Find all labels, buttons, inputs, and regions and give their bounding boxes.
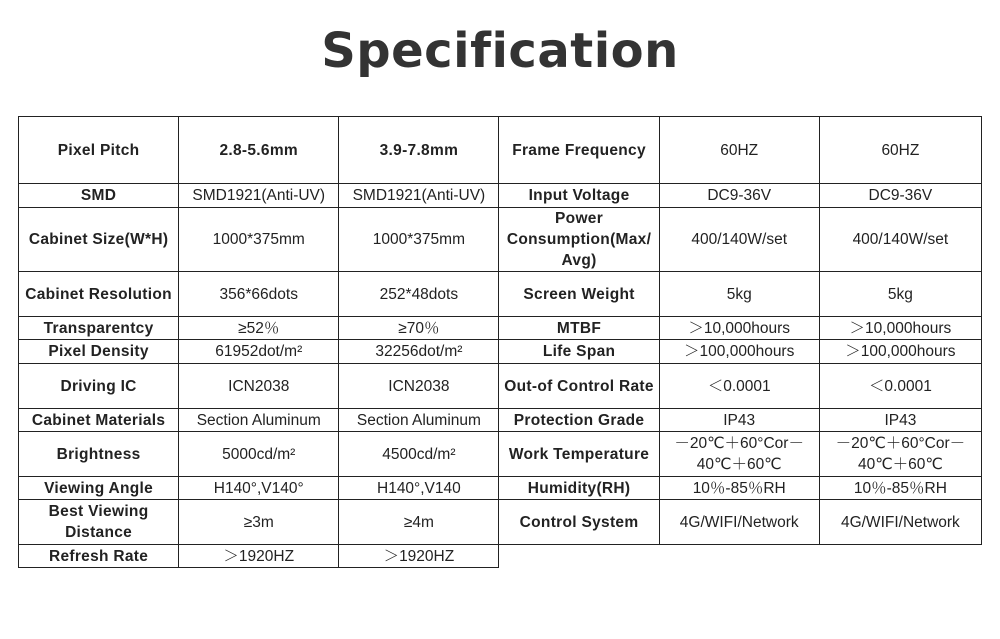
- spec-value: ≥3m: [179, 500, 339, 545]
- spec-value: H140°,V140°: [179, 477, 339, 500]
- spec-value: 400/140W/set: [659, 208, 819, 272]
- spec-row: [19, 432, 982, 477]
- spec-row: [19, 500, 982, 545]
- spec-row: [19, 409, 982, 432]
- spec-row: [19, 317, 982, 340]
- spec-row: [19, 272, 982, 317]
- spec-label: Brightness: [19, 432, 179, 477]
- spec-label: Control System: [499, 500, 659, 545]
- spec-value: ＞1920HZ: [179, 545, 339, 568]
- spec-value: 4G/WIFI/Network: [819, 500, 981, 545]
- spec-value: SMD1921(Anti-UV): [179, 184, 339, 208]
- spec-value: ICN2038: [179, 364, 339, 409]
- spec-label: SMD: [19, 184, 179, 208]
- empty-cell: [819, 545, 981, 568]
- spec-label: Humidity(RH): [499, 477, 659, 500]
- spec-label: Driving IC: [19, 364, 179, 409]
- spec-label: Transparentcy: [19, 317, 179, 340]
- spec-value: 4500cd/m²: [339, 432, 499, 477]
- spec-value: 3.9-7.8mm: [339, 117, 499, 184]
- spec-value: SMD1921(Anti-UV): [339, 184, 499, 208]
- spec-value: 356*66dots: [179, 272, 339, 317]
- spec-value: ICN2038: [339, 364, 499, 409]
- spec-row: [19, 184, 982, 208]
- spec-value: ＞100,000hours: [659, 340, 819, 364]
- spec-value: Section Aluminum: [179, 409, 339, 432]
- spec-value: IP43: [659, 409, 819, 432]
- spec-value: ≥4m: [339, 500, 499, 545]
- spec-label: Best Viewing Distance: [19, 500, 179, 545]
- spec-label: Protection Grade: [499, 409, 659, 432]
- spec-value: 400/140W/set: [819, 208, 981, 272]
- spec-value: DC9-36V: [819, 184, 981, 208]
- spec-value: 61952dot/m²: [179, 340, 339, 364]
- empty-cell: [659, 545, 819, 568]
- spec-value: ≥70％: [339, 317, 499, 340]
- spec-value: 5000cd/m²: [179, 432, 339, 477]
- spec-label: Cabinet Size(W*H): [19, 208, 179, 272]
- spec-value: ＞100,000hours: [819, 340, 981, 364]
- spec-label: Life Span: [499, 340, 659, 364]
- spec-row: [19, 364, 982, 409]
- spec-label: Work Temperature: [499, 432, 659, 477]
- spec-value: 60HZ: [659, 117, 819, 184]
- spec-value: 1000*375mm: [339, 208, 499, 272]
- spec-row: [19, 477, 982, 500]
- spec-value: Section Aluminum: [339, 409, 499, 432]
- spec-value: ≥52％: [179, 317, 339, 340]
- spec-value: ＜0.0001: [819, 364, 981, 409]
- spec-value: DC9-36V: [659, 184, 819, 208]
- spec-value: IP43: [819, 409, 981, 432]
- spec-label: Cabinet Materials: [19, 409, 179, 432]
- spec-label: Input Voltage: [499, 184, 659, 208]
- spec-value: 4G/WIFI/Network: [659, 500, 819, 545]
- spec-label: Pixel Pitch: [19, 117, 179, 184]
- spec-row: [19, 545, 982, 568]
- spec-value: 5kg: [819, 272, 981, 317]
- spec-label: Screen Weight: [499, 272, 659, 317]
- spec-value: 2.8-5.6mm: [179, 117, 339, 184]
- spec-row: [19, 340, 982, 364]
- spec-label: MTBF: [499, 317, 659, 340]
- spec-value: 5kg: [659, 272, 819, 317]
- spec-value: 60HZ: [819, 117, 981, 184]
- spec-value: 1000*375mm: [179, 208, 339, 272]
- spec-value: ＞1920HZ: [339, 545, 499, 568]
- spec-label: Pixel Density: [19, 340, 179, 364]
- empty-cell: [499, 545, 659, 568]
- page-title: Specification: [321, 23, 679, 79]
- spec-row: [19, 117, 982, 184]
- spec-value: H140°,V140: [339, 477, 499, 500]
- spec-value: 252*48dots: [339, 272, 499, 317]
- spec-value: －20℃＋60°Cor－40℃＋60℃: [659, 432, 819, 477]
- spec-value: －20℃＋60°Cor－40℃＋60℃: [819, 432, 981, 477]
- spec-row: [19, 208, 982, 272]
- spec-label: Cabinet Resolution: [19, 272, 179, 317]
- spec-value: ＜0.0001: [659, 364, 819, 409]
- spec-value: 10％-85％RH: [819, 477, 981, 500]
- spec-label: Power Consumption(Max/Avg): [499, 208, 659, 272]
- spec-label: Frame Frequency: [499, 117, 659, 184]
- spec-value: ＞10,000hours: [819, 317, 981, 340]
- spec-value: ＞10,000hours: [659, 317, 819, 340]
- spec-table: [18, 116, 982, 568]
- spec-label: Viewing Angle: [19, 477, 179, 500]
- spec-value: 10％-85％RH: [659, 477, 819, 500]
- spec-value: 32256dot/m²: [339, 340, 499, 364]
- spec-label: Out-of Control Rate: [499, 364, 659, 409]
- spec-label: Refresh Rate: [19, 545, 179, 568]
